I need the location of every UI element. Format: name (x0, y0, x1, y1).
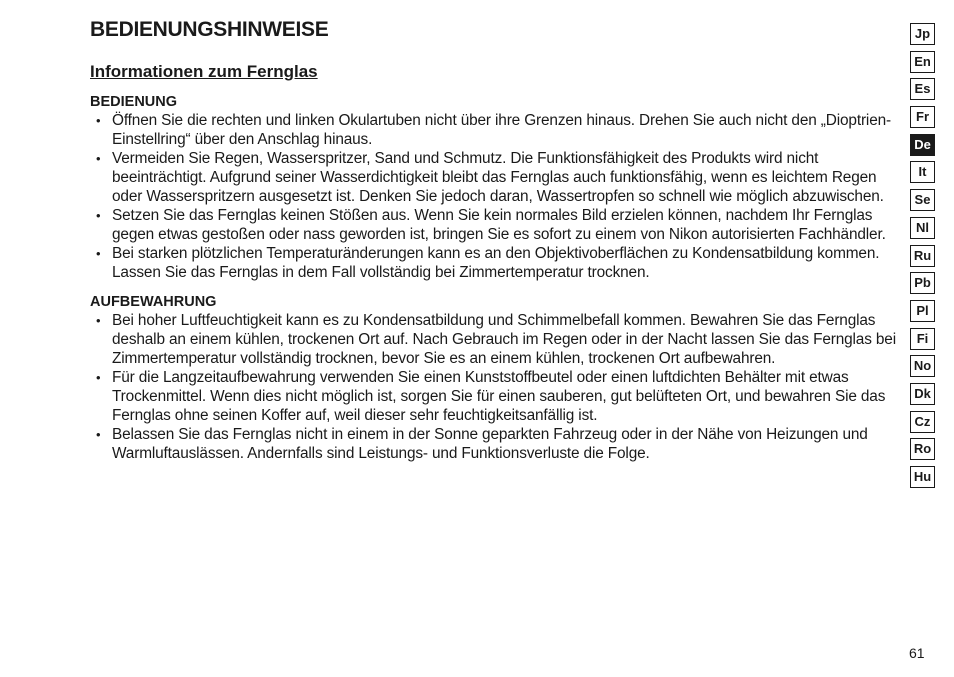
bullet-list (90, 111, 900, 282)
tab-pl[interactable]: Pl (910, 300, 935, 322)
bullet-icon: • (96, 113, 101, 128)
tab-en[interactable]: En (910, 51, 935, 73)
language-tabs (910, 23, 935, 494)
tab-it[interactable]: It (910, 161, 935, 183)
list-item-text: Für die Langzeitaufbewahrung verwenden Sie einen Kunststoffbeutel oder einen luftdichten Behälter mit etwas Trockenmittel. Wenn dies nicht möglich ist, sorgen Sie für einen sauberen, gut belüfteten Ort, und bewahren Sie das Fernglas ohne seinen Koffer auf, weil dieser sehr feuchtigkeitsanfällig ist. (112, 369, 886, 424)
list-item-text: Bei starken plötzlichen Temperaturänderungen kann es an den Objektivoberflächen zu Kondensatbildung kommen. Lassen Sie das Fernglas in dem Fall vollständig bei Zimmertemperatur trocknen. (112, 245, 880, 281)
tab-dk[interactable]: Dk (910, 383, 935, 405)
list-item (90, 425, 900, 463)
tab-hu[interactable]: Hu (910, 466, 935, 488)
list-item (90, 206, 900, 244)
list-item (90, 368, 900, 425)
section-bedienung (90, 93, 900, 282)
tab-fi[interactable]: Fi (910, 328, 935, 350)
page-number: 61 (909, 645, 925, 661)
tab-ru[interactable]: Ru (910, 245, 935, 267)
tab-de[interactable]: De (910, 134, 935, 156)
bullet-icon: • (96, 208, 101, 223)
section-heading: BEDIENUNG (90, 94, 178, 110)
list-item-text: Belassen Sie das Fernglas nicht in einem in der Sonne geparkten Fahrzeug oder in der Nähe von Heizungen und Warmluftauslässen. Andernfalls sind Leistungs- und Funktionsverluste die Folge. (112, 426, 868, 462)
tab-jp[interactable]: Jp (910, 23, 935, 45)
list-item (90, 244, 900, 282)
tab-es[interactable]: Es (910, 78, 935, 100)
tab-fr[interactable]: Fr (910, 106, 935, 128)
bullet-list (90, 311, 900, 463)
section-aufbewahrung (90, 293, 900, 463)
page-title: BEDIENUNGSHINWEISE (90, 18, 329, 41)
list-item (90, 149, 900, 206)
list-item-text: Setzen Sie das Fernglas keinen Stößen aus. Wenn Sie kein normales Bild erzielen können, nachdem Ihr Fernglas gegen etwas gestoßen oder nass geworden ist, bringen Sie es sofort zu einem von Nikon autorisierten Fachhändler. (112, 207, 886, 243)
content-area (90, 93, 900, 474)
list-item-text: Öffnen Sie die rechten und linken Okulartuben nicht über ihre Grenzen hinaus. Drehen Sie auch nicht den „Dioptrien-Einstellring“ über den Anschlag hinaus. (112, 112, 891, 148)
bullet-icon: • (96, 370, 101, 385)
section-subtitle: Informationen zum Fernglas (90, 62, 318, 81)
tab-cz[interactable]: Cz (910, 411, 935, 433)
list-item-text: Bei hoher Luftfeuchtigkeit kann es zu Kondensatbildung und Schimmelbefall kommen. Bewahren Sie das Fernglas deshalb an einem kühlen, trockenen Ort auf. Nach Gebrauch im Regen oder in der Nacht lassen Sie das Fernglas bei Zimmertemperatur vollständig trocknen, bevor Sie es an einem kühlen, trockenen Ort aufbewahren. (112, 312, 896, 367)
bullet-icon: • (96, 246, 101, 261)
section-heading: AUFBEWAHRUNG (90, 294, 217, 310)
bullet-icon: • (96, 427, 101, 442)
tab-no[interactable]: No (910, 355, 935, 377)
tab-se[interactable]: Se (910, 189, 935, 211)
tab-pb[interactable]: Pb (910, 272, 935, 294)
bullet-icon: • (96, 151, 101, 166)
list-item (90, 111, 900, 149)
list-item (90, 311, 900, 368)
bullet-icon: • (96, 313, 101, 328)
list-item-text: Vermeiden Sie Regen, Wasserspritzer, Sand und Schmutz. Die Funktionsfähigkeit des Produkts wird nicht beeinträchtigt. Aufgrund seiner Wasserdichtigkeit bleibt das Fernglas auch funktionsfähig, wenn es leichtem Regen oder Wasserspritzern ausgesetzt ist. Denken Sie jedoch daran, Wassertropfen so schnell wie möglich abzuwischen. (112, 150, 884, 205)
tab-nl[interactable]: Nl (910, 217, 935, 239)
tab-ro[interactable]: Ro (910, 438, 935, 460)
